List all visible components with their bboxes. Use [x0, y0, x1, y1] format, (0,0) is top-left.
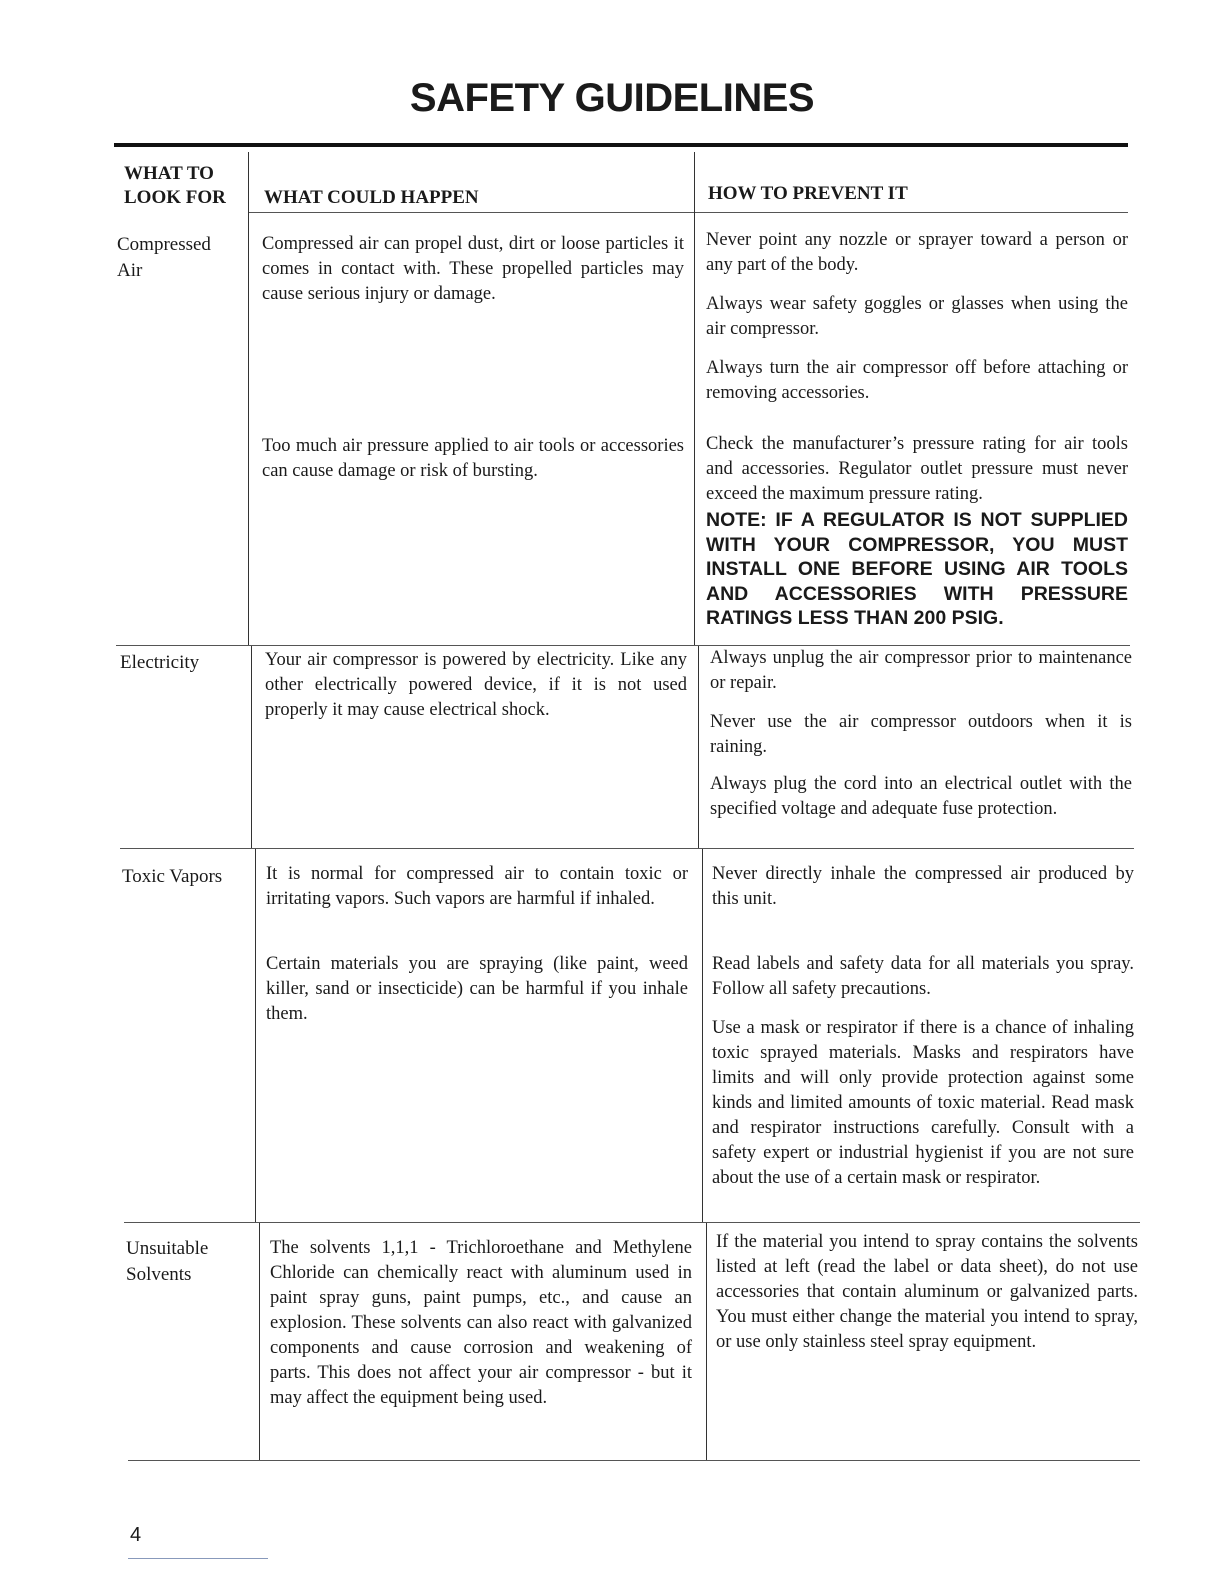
category-line: Air — [117, 260, 143, 281]
category-line: Unsuitable — [126, 1238, 209, 1259]
category-line: Electricity — [120, 652, 200, 673]
header-col1-line1: WHAT TO — [124, 163, 214, 184]
col-divider-2b — [698, 646, 699, 848]
page-number: 4 — [130, 1524, 142, 1546]
col-divider-1b — [251, 646, 252, 848]
prevention-text: Never point any nozzle or sprayer toward a person or any part of the body. — [706, 230, 1128, 275]
col-divider-1a — [248, 152, 249, 646]
row-separator-3 — [124, 1222, 1140, 1223]
category-line: Compressed — [117, 234, 211, 255]
category-line: Toxic Vapors — [122, 866, 223, 887]
prevention-text: Never use the air compressor outdoors when it is raining. — [710, 712, 1132, 757]
col-divider-2c — [702, 848, 703, 1222]
hazard-text: Certain materials you are spraying (like paint, weed killer, sand or insecticide) can be harmful if you inhale them. — [266, 954, 688, 1024]
category-line: Solvents — [126, 1264, 192, 1285]
header-what-to-look-for — [124, 162, 226, 210]
header-how-to-prevent-it: HOW TO PREVENT IT — [708, 183, 908, 204]
regulator-note: NOTE: IF A REGULATOR IS NOT SUPPLIED WITH YOUR COMPRESSOR, YOU MUST INSTALL ONE BEFORE USING AIR TOOLS AND ACCESSORIES WITH PRESSURE RATINGS LESS THAN 200 PSIG. — [706, 509, 1128, 629]
category-unsuitable-solvents — [126, 1236, 208, 1288]
prevention-text: Always unplug the air compressor prior to maintenance or repair. — [710, 648, 1132, 693]
table-bottom-rule — [128, 1460, 1140, 1461]
hazard-text: Compressed air can propel dust, dirt or loose particles it comes in contact with. These propelled particles may cause serious injury or damage. — [262, 234, 684, 304]
footer-rule — [128, 1558, 268, 1559]
prevention-text: Never directly inhale the compressed air produced by this unit. — [712, 864, 1134, 909]
page-title: SAFETY GUIDELINES — [409, 76, 815, 120]
col-divider-1c — [255, 848, 256, 1222]
prevention-text: Always plug the cord into an electrical outlet with the specified voltage and adequate fuse protection. — [710, 774, 1132, 819]
col-divider-2d — [706, 1222, 707, 1460]
category-compressed-air — [117, 232, 211, 284]
category-electricity — [120, 650, 199, 676]
header-rule — [248, 212, 1128, 213]
title-rule — [114, 143, 1128, 147]
hazard-text: It is normal for compressed air to contain toxic or irritating vapors. Such vapors are harmful if inhaled. — [266, 864, 688, 909]
prevention-text: Use a mask or respirator if there is a chance of inhaling toxic sprayed materials. Masks and respirators have limits and will only provide protection against some kinds and limited amounts of toxic material. Read mask and respirator instructions carefully. Consult with a safety expert or industrial hygienist if you are not sure about the use of a certain mask or respirator. — [712, 1018, 1134, 1188]
hazard-text: The solvents 1,1,1 - Trichloroethane and Methylene Chloride can chemically react with aluminum used in paint spray guns, paint pumps, etc., and cause an explosion. These solvents can also react with galvanized components and cause corrosion and weakening of parts. This does not affect your air compressor - but it may affect the equipment being used. — [270, 1238, 692, 1408]
prevention-text: Check the manufacturer’s pressure rating for air tools and accessories. Regulator outlet pressure must never exceed the maximum pressure rating. — [706, 434, 1128, 504]
hazard-text: Too much air pressure applied to air tools or accessories can cause damage or risk of bursting. — [262, 436, 684, 481]
prevention-text: Always wear safety goggles or glasses when using the air compressor. — [706, 294, 1128, 339]
header-what-could-happen: WHAT COULD HAPPEN — [264, 187, 479, 208]
prevention-text: Always turn the air compressor off before attaching or removing accessories. — [706, 358, 1128, 403]
col-divider-2a — [694, 152, 695, 646]
category-toxic-vapors — [122, 864, 222, 890]
prevention-text: Read labels and safety data for all materials you spray. Follow all safety precautions. — [712, 954, 1134, 999]
col-divider-1d — [259, 1222, 260, 1460]
hazard-text: Your air compressor is powered by electricity. Like any other electrically powered device, if it is not used properly it may cause electrical shock. — [265, 650, 687, 720]
row-separator-2 — [120, 848, 1134, 849]
header-col1-line2: LOOK FOR — [124, 187, 226, 208]
prevention-text: If the material you intend to spray contains the solvents listed at left (read the label or data sheet), do not use accessories that contain aluminum or galvanized parts. You must either change the material you intend to spray, or use only stainless steel spray equipment. — [716, 1232, 1138, 1352]
